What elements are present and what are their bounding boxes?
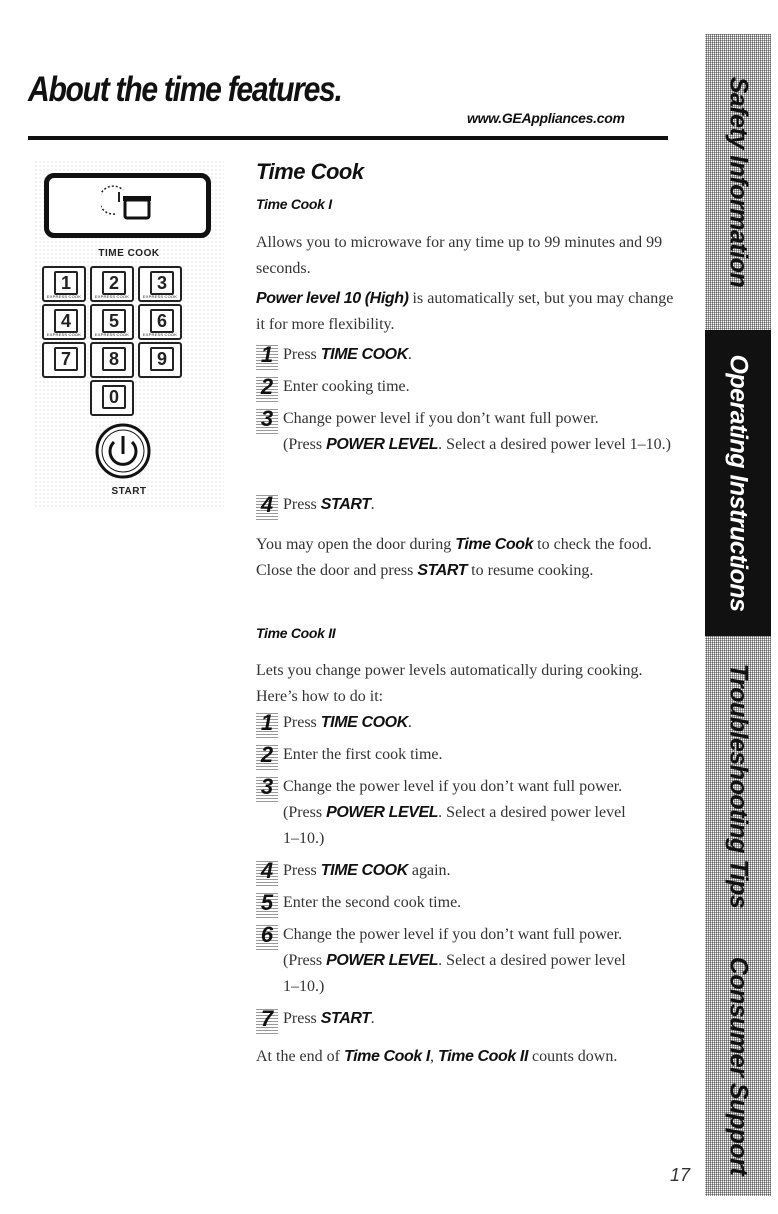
key-sublabel: EXPRESS COOK xyxy=(142,332,178,337)
tc2-step-3: 3 Change the power level if you don’t want full power. (Press POWER LEVEL. Select a desired power level 1–10.) xyxy=(256,774,676,852)
key-digit: 8 xyxy=(102,347,126,371)
start-label: START xyxy=(111,486,147,497)
key-digit: 6 xyxy=(150,309,174,333)
tab-label: Safety Information xyxy=(724,76,753,288)
page-number: 17 xyxy=(670,1165,691,1185)
time-cook-label: TIME COOK xyxy=(98,248,160,259)
start-power-icon[interactable] xyxy=(94,422,152,480)
tc1-step-2: 2 Enter cooking time. xyxy=(256,374,676,400)
step-number-icon: 5 xyxy=(256,892,278,918)
step-number-icon: 6 xyxy=(256,924,278,950)
tab-label: Operating Instructions xyxy=(724,354,753,612)
keypad-key-6[interactable] xyxy=(138,304,182,340)
step-number-icon: 2 xyxy=(256,744,278,770)
tc2-step-6: 6 Change the power level if you don’t want full power. (Press POWER LEVEL. Select a desired power level 1–10.) xyxy=(256,922,676,1000)
key-digit: 3 xyxy=(150,271,174,295)
tc2-end-note: At the end of Time Cook I, Time Cook II counts down. xyxy=(256,1048,618,1065)
tab-operating-instructions[interactable] xyxy=(705,330,771,636)
tc1-step-4: 4 Press START. xyxy=(256,492,676,518)
key-digit: 7 xyxy=(54,347,78,371)
key-digit: 5 xyxy=(102,309,126,333)
tc2-step-2: 2 Enter the first cook time. xyxy=(256,742,676,768)
clock-pot-icon xyxy=(101,184,157,228)
tab-safety-information[interactable] xyxy=(705,34,771,330)
step-number-icon: 3 xyxy=(256,776,278,802)
section-heading: Time Cook xyxy=(256,159,364,184)
step-number-icon: 4 xyxy=(256,494,278,520)
keypad-key-3[interactable] xyxy=(138,266,182,302)
tc2-step-1: 1 Press TIME COOK. xyxy=(256,710,676,736)
keypad-key-5[interactable] xyxy=(90,304,134,340)
key-sublabel: EXPRESS COOK xyxy=(94,332,130,337)
key-digit: 4 xyxy=(54,309,78,333)
step-number-icon: 1 xyxy=(256,712,278,738)
header-divider xyxy=(28,136,668,140)
key-sublabel: EXPRESS COOK xyxy=(142,294,178,299)
control-panel-illustration xyxy=(34,160,224,508)
tc2-intro: Lets you change power levels automatically during cooking. Here’s how to do it: xyxy=(256,662,643,705)
keypad-key-2[interactable] xyxy=(90,266,134,302)
subheading-time-cook-1: Time Cook I xyxy=(256,196,332,212)
key-digit: 9 xyxy=(150,347,174,371)
tc1-power-note xyxy=(256,286,676,338)
subheading-time-cook-2: Time Cook II xyxy=(256,625,336,641)
key-digit: 1 xyxy=(54,271,78,295)
website-url[interactable]: www.GEAppliances.com xyxy=(467,110,625,126)
tc1-door-note: You may open the door during Time Cook to check the food. Close the door and press START to resume cooking. xyxy=(256,536,652,579)
keypad-key-4[interactable] xyxy=(42,304,86,340)
tab-consumer-support[interactable] xyxy=(705,936,771,1196)
tc1-step-3: 3 Change power level if you don’t want full power. (Press POWER LEVEL. Select a desired power level 1–10.) xyxy=(256,406,676,458)
tc2-step-5: 5 Enter the second cook time. xyxy=(256,890,676,916)
tc2-step-4: 4 Press TIME COOK again. xyxy=(256,858,676,884)
tc2-step-7: 7 Press START. xyxy=(256,1006,676,1032)
key-sublabel: EXPRESS COOK xyxy=(46,332,82,337)
step-number-icon: 4 xyxy=(256,860,278,886)
power-level-bold: Power level 10 (High) xyxy=(256,290,409,307)
step-number-icon: 2 xyxy=(256,376,278,402)
step-number-icon: 7 xyxy=(256,1008,278,1034)
key-digit: 2 xyxy=(102,271,126,295)
keypad-key-7[interactable] xyxy=(42,342,86,378)
time-cook-button[interactable] xyxy=(44,173,211,238)
tab-label: Consumer Support xyxy=(724,956,753,1176)
key-sublabel: EXPRESS COOK xyxy=(46,294,82,299)
tab-label: Troubleshooting Tips xyxy=(724,663,753,909)
step-number-icon: 3 xyxy=(256,408,278,434)
keypad-key-9[interactable] xyxy=(138,342,182,378)
keypad-key-0[interactable] xyxy=(90,380,134,416)
power-level-rest: is automatically set, but you may change it for more flexibility. xyxy=(256,290,674,333)
keypad-key-1[interactable] xyxy=(42,266,86,302)
tab-troubleshooting-tips[interactable] xyxy=(705,636,771,936)
keypad-key-8[interactable] xyxy=(90,342,134,378)
key-sublabel: EXPRESS COOK xyxy=(94,294,130,299)
step-number-icon: 1 xyxy=(256,344,278,370)
key-digit: 0 xyxy=(102,385,126,409)
tc1-step-1: 1 Press TIME COOK. xyxy=(256,342,676,368)
tc1-intro: Allows you to microwave for any time up to 99 minutes and 99 seconds. xyxy=(256,234,663,277)
page-title: About the time features. xyxy=(28,70,342,109)
